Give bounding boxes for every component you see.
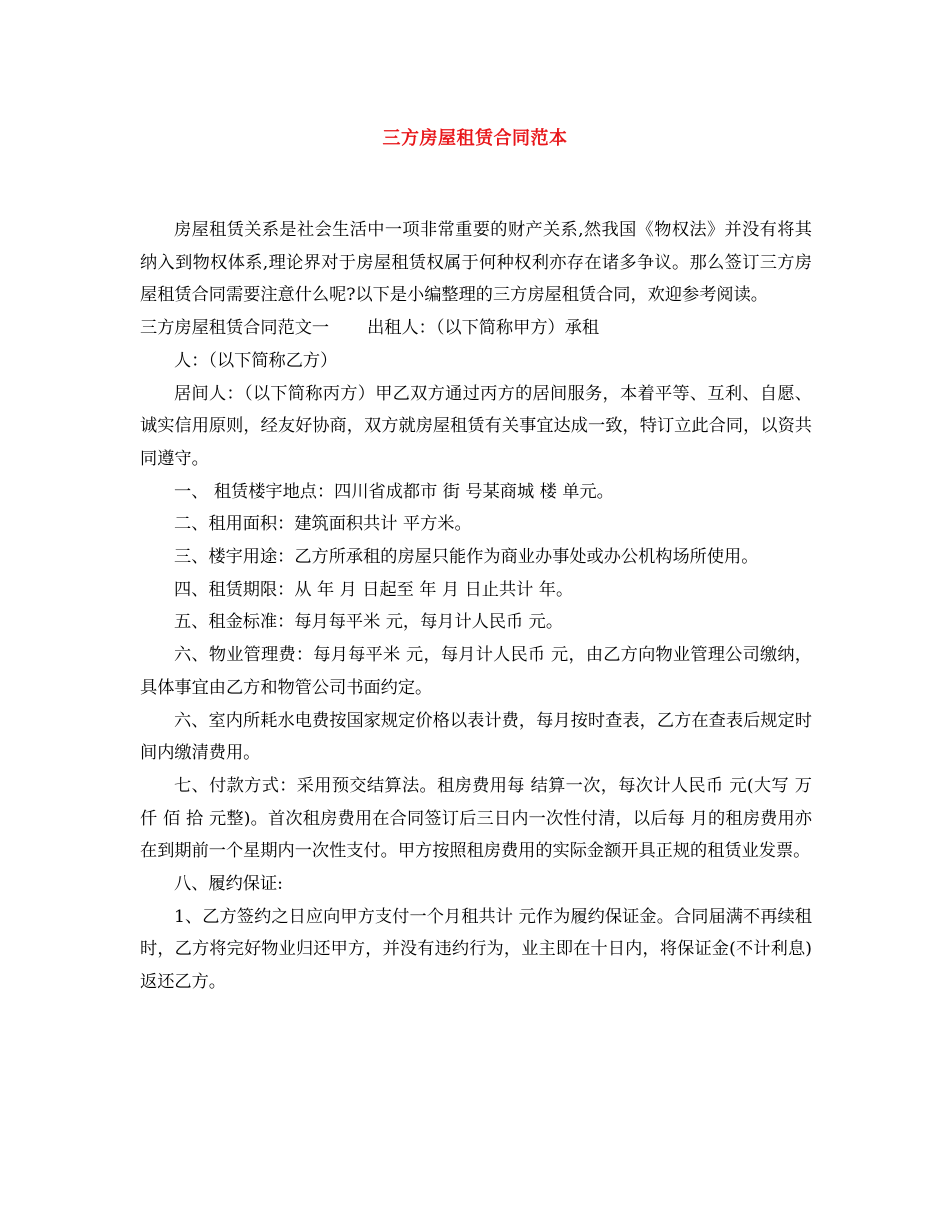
clause-term: 四、租赁期限：从 年 月 日起至 年 月 日止共计 年。 (174, 579, 574, 600)
clause-rent: 五、租金标准：每月每平米 元，每月计人民币 元。 (174, 612, 564, 633)
broker-paragraph: 居间人：（以下简称丙方）甲乙双方通过丙方的居间服务，本着平等、互利、自愿、诚实信用原则，经友好协商，双方就房屋租赁有关事宜达成一致，特订立此合同，以资共同遵守。 (140, 383, 812, 469)
clause-guarantee-heading: 八、履约保证: (174, 874, 283, 895)
clause-location: 一、 租赁楼宇地点：四川省成都市 街 号某商城 楼 单元。 (174, 481, 614, 502)
clause-usage: 三、楼宇用途：乙方所承租的房屋只能作为商业办事处或办公机构场所使用。 (174, 547, 759, 568)
sample-heading-line (140, 312, 812, 345)
clause-deposit: 1、乙方签约之日应向甲方支付一个月租共计 元作为履约保证金。合同届满不再续租时，乙方将完好物业归还甲方，并没有违约行为，业主即在十日内，将保证金(不计利息)返还乙方。 (140, 906, 812, 993)
intro-paragraph: 房屋租赁关系是社会生活中一项非常重要的财产关系,然我国《物权法》并没有将其纳入到物权体系,理论界对于房屋租赁权属于何种权利亦存在诸多争议。那么签订三方房屋租赁合同需要注意什么呢?以下是小编整理的三方房屋租赁合同，欢迎参考阅读。 (140, 220, 812, 306)
document-title: 三方房屋租赁合同范本 (382, 128, 568, 149)
clause-payment: 七、付款方式：采用预交结算法。租房费用每 结算一次，每次计人民币 元(大写 万 仟 佰 拾 元整)。首次租房费用在合同签订后三日内一次性付清，以后每 月的租房费用亦在到期前一个星期内一次性支付。甲方按照租房费用的实际金额开具正规的租赁业发票。 (140, 775, 812, 862)
clause-utilities: 六、室内所耗水电费按国家规定价格以表计费，每月按时查表，乙方在查表后规定时间内缴清费用。 (140, 710, 812, 764)
lessor-line: 出租人：（以下简称甲方）承租 (367, 318, 600, 339)
clause-property-fee: 六、物业管理费：每月每平米 元，每月计人民币 元，由乙方向物业管理公司缴纳，具体事宜由乙方和物管公司书面约定。 (140, 645, 812, 698)
lessee-line: 人：（以下简称乙方） (174, 350, 338, 371)
sample-heading: 三方房屋租赁合同范文一 (140, 318, 330, 339)
clause-area: 二、租用面积：建筑面积共计 平方米。 (174, 514, 472, 535)
document-body (140, 214, 812, 999)
